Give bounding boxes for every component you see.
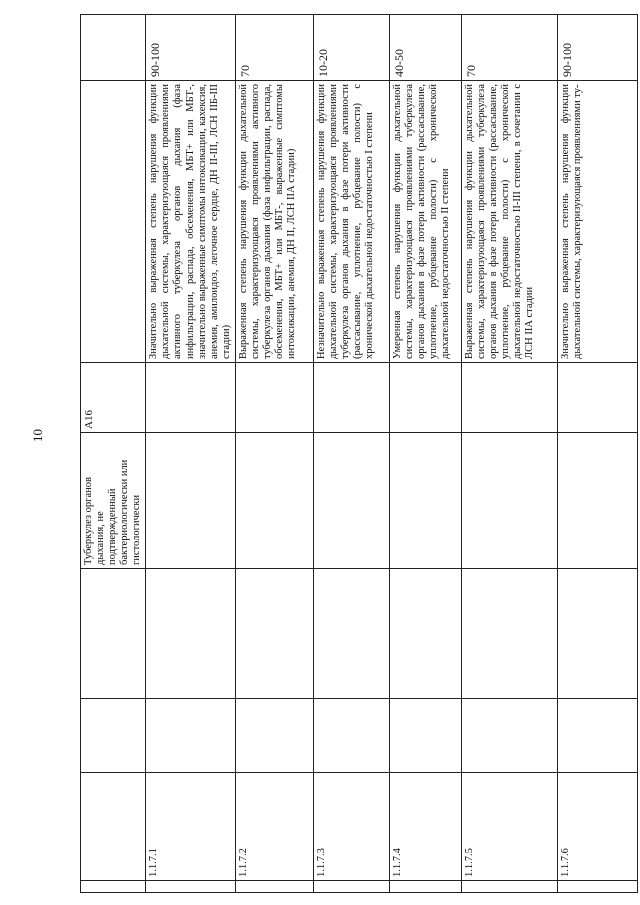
- disease-group-title: Туберкулез органов дыхания, не подтвержденный бактериологически или гистологически: [81, 433, 146, 569]
- disability-criteria-table: [80, 14, 638, 893]
- row-number: 1.1.7.3: [313, 773, 389, 881]
- table-row: [389, 15, 461, 893]
- row-percent: 40-50: [389, 15, 461, 81]
- row-percent: 70: [235, 15, 313, 81]
- cell-empty: [235, 881, 313, 893]
- row-description: Незначительно выраженная степень нарушения функции дыхательной системы, характеризующаяся проявлениями туберкулеза органов дыхания в фазе потери активности (рассасывание, уплотнение, рубцевание полости) с хронической дыхательной недостаточностью I степени: [313, 81, 389, 363]
- cell-empty: [557, 433, 637, 569]
- table-row: [313, 15, 389, 893]
- page-number: 10: [30, 429, 45, 442]
- cell-empty: [389, 363, 461, 433]
- row-percent: 90-100: [557, 15, 637, 81]
- rotated-table-wrapper: [80, 15, 616, 893]
- cell-empty: [313, 881, 389, 893]
- table-row-header: [81, 15, 146, 893]
- row-description: Значительно выраженная степень нарушения функции дыхательной системы, характеризующаяся проявлениями ту-: [557, 81, 637, 363]
- cell-empty: [313, 363, 389, 433]
- cell-empty: [461, 699, 557, 773]
- cell-empty: [461, 881, 557, 893]
- cell-empty: [313, 433, 389, 569]
- row-description: Значительно выраженная степень нарушения функции дыхательной системы, характеризующаяся проявлениями активного туберкулеза органов дыхания (фаза инфильтрации, распада, обсеменения, МБТ+ или МБТ-, значительно выраженные симптомы интоксикации, кахексия, анемия, амилоидоз, легочное сердце, ДН II-III, ЛСН IIБ-III стадии): [146, 81, 235, 363]
- cell-empty: [389, 569, 461, 699]
- row-number: 1.1.7.4: [389, 773, 461, 881]
- cell-empty: [146, 363, 235, 433]
- row-percent: 70: [461, 15, 557, 81]
- cell-empty: [389, 699, 461, 773]
- row-number: 1.1.7.1: [146, 773, 235, 881]
- row-percent: 10-20: [313, 15, 389, 81]
- cell-empty: [81, 15, 146, 81]
- cell-empty: [235, 699, 313, 773]
- cell-empty: [81, 699, 146, 773]
- cell-empty: [235, 569, 313, 699]
- cell-empty: [146, 881, 235, 893]
- table-row: [557, 15, 637, 893]
- row-description: Умеренная степень нарушения функции дыхательной системы, характеризующаяся проявлениями туберкулеза органов дыхания в фазе потери активности (рассасывание, уплотнение, рубцевание полости) с хронической дыхательной недостаточностью II степени: [389, 81, 461, 363]
- table-row: [146, 15, 235, 893]
- table-row: [461, 15, 557, 893]
- cell-empty: [81, 773, 146, 881]
- cell-empty: [557, 699, 637, 773]
- cell-empty: [235, 363, 313, 433]
- icd-code: A16: [81, 363, 146, 433]
- cell-empty: [81, 881, 146, 893]
- cell-empty: [235, 433, 313, 569]
- cell-empty: [146, 569, 235, 699]
- cell-empty: [146, 699, 235, 773]
- cell-empty: [313, 699, 389, 773]
- row-percent: 90-100: [146, 15, 235, 81]
- cell-empty: [389, 433, 461, 569]
- row-description: Выраженная степень нарушения функции дыхательной системы, характеризующаяся проявлениями туберкулеза органов дыхания в фазе потери активности (рассасывание, уплотнение, рубцевание полости) с хронической дыхательной недостаточностью II-III степени, в сочетании с ЛСН IIА стадии: [461, 81, 557, 363]
- cell-empty: [389, 881, 461, 893]
- row-number: 1.1.7.6: [557, 773, 637, 881]
- cell-empty: [557, 363, 637, 433]
- cell-empty: [146, 433, 235, 569]
- cell-empty: [461, 569, 557, 699]
- row-number: 1.1.7.5: [461, 773, 557, 881]
- row-number: 1.1.7.2: [235, 773, 313, 881]
- row-description: Выраженная степень нарушения функции дыхательной системы, характеризующаяся проявлениями активного туберкулеза органов дыхания (фаза инфильтрации, распада, обсеменения, МБТ+ или МБТ-, выраженные симптомы интоксикации, анемия, ДН II, ЛСН IIА стадии): [235, 81, 313, 363]
- cell-empty: [557, 569, 637, 699]
- cell-empty: [81, 569, 146, 699]
- cell-empty: [461, 433, 557, 569]
- cell-empty: [557, 881, 637, 893]
- cell-empty: [81, 81, 146, 363]
- cell-empty: [313, 569, 389, 699]
- table-row: [235, 15, 313, 893]
- cell-empty: [461, 363, 557, 433]
